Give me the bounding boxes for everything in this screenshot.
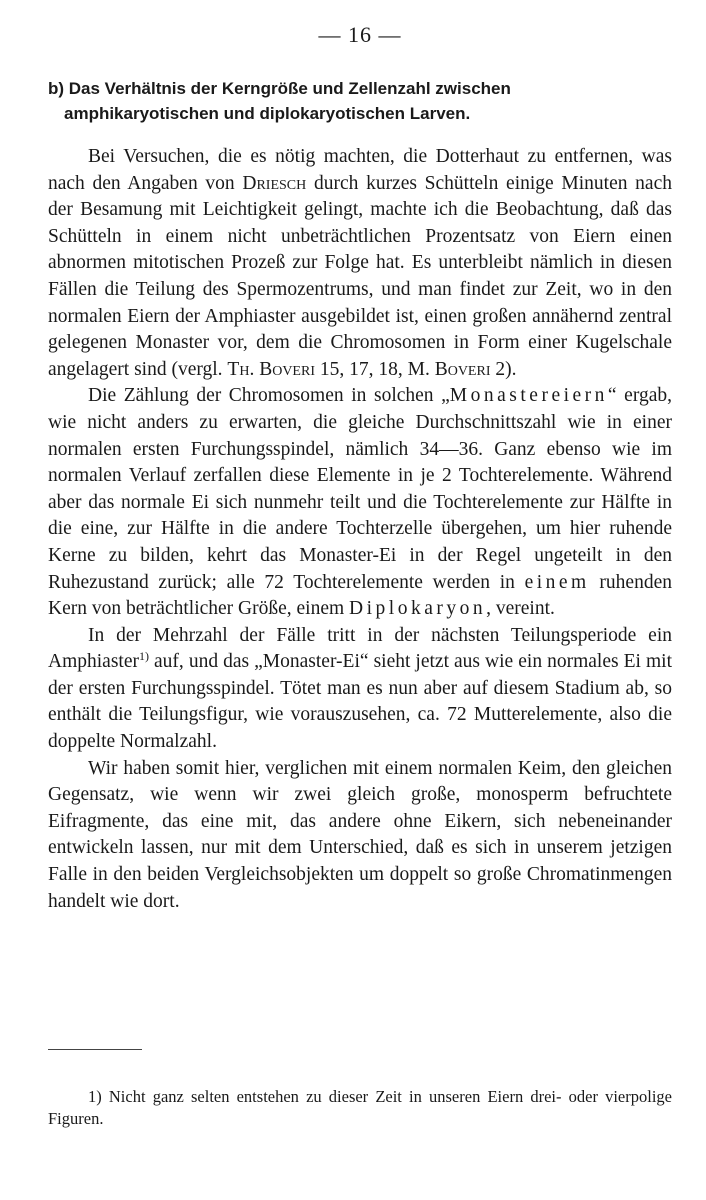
paragraph-1-text: 15, 17, 18, M. — [314, 358, 435, 380]
paragraph-3-text: auf, und das „Monaster-Ei“ sieht jetzt aus wie ein normales Ei mit der ersten Furchungsspindel. Tötet man es nun aber auf diesem Stadium ab, so enthält die Teilungsfigur, wie vorauszusehen, ca. 72 Mutterelemente, also die doppelte Normalzahl. — [48, 651, 672, 753]
paragraph-2 — [48, 383, 672, 622]
paragraph-3-text: In der Mehrzahl der Fälle tritt in der nächsten Teilungsperiode ein Amphiaster — [48, 624, 672, 673]
paragraph-1-text: 2). — [490, 358, 517, 380]
paragraph-2-text: Die Zählung der Chromosomen in solchen „ — [88, 385, 450, 407]
paragraph-4-text: Wir haben somit hier, verglichen mit einem normalen Keim, den gleichen Gegensatz, wie wenn wir zwei gleich große, monosperm befruchtete Eifragmente, das eine mit, das andere ohne Eikern, sich nebeneinander entwickeln lassen, nur mit dem Unterschied, daß es sich in unserem jetzigen Falle in den beiden Vergleichsobjekten um doppelt so große Chromatinmengen handelt wie dort. — [48, 757, 672, 912]
paragraph-1-text: Bei Versuchen, die es nötig machten, die Dotterhaut zu entfernen, was nach den Angaben von — [48, 146, 672, 194]
section-heading-line-1: b) Das Verhältnis der Kerngröße und Zellenzahl zwischen — [48, 79, 511, 98]
spaced-term-monastereiern: Monastereiern — [449, 385, 608, 407]
author-name-boveri: Boveri — [259, 358, 315, 380]
section-heading-line-2: amphikaryotischen und diplokaryotischen Larven. — [64, 104, 471, 123]
spaced-term-einem: einem — [524, 571, 590, 593]
paragraph-3 — [48, 623, 672, 756]
paragraph-2-text: “ ergab, wie nicht anders zu erwarten, die gleiche Durchschnittszahl wie in einer normalen ersten Furchungsspindel, nämlich 34—36. Ganz ebenso wie im normalen Verlauf zerfallen diese Elemente in je 2 Tochterelemente. Während aber das normale Ei sich nunmehr teilt und die Tochterelemente zur Hälfte in die eine, zur Hälfte in die andere Tochterzelle übergehen, um hier ruhende Kerne zu bilden, kehrt das Monaster-Ei in der Regel ungeteilt in den Ruhezustand zurück; alle 72 Tochterelemente werden in — [48, 385, 672, 593]
paragraph-1 — [48, 144, 672, 383]
author-name-driesch: Driesch — [242, 172, 307, 194]
author-name-boveri: Boveri — [434, 358, 491, 380]
section-heading — [48, 76, 672, 126]
paragraph-2-text: , vereint. — [486, 598, 555, 620]
author-initial-th: Th. — [227, 358, 255, 380]
spaced-term-diplokaryon: Diplokaryon — [349, 598, 487, 620]
paragraph-1-text: durch kurzes Schütteln einige Minuten nach der Besamung mit Leichtigkeit gelingt, machte ich die Beobachtung, daß das Schütteln in einem nicht unbeträchtlichen Prozentsatz von Eiern einen abnormen mitotischen Prozeß zur Folge hat. Es unterbleibt nämlich in diesen Fällen die Teilung des Spermozentrums, und man findet zur Zeit, wo in den normalen Eiern der Amphiaster ausgebildet ist, einen großen annähernd zentral gelegenen Monaster vor, dem die Chromosomen in Form einer Kugelschale angelagert sind (vergl. — [48, 172, 672, 380]
footnote-marker: 1) — [88, 1087, 102, 1106]
paragraph-2-text: ruhenden Kern von beträchtlicher Größe, einem — [48, 571, 672, 620]
body-text — [48, 144, 672, 915]
paragraph-4 — [48, 756, 672, 916]
footnote-text: Nicht ganz selten entstehen zu dieser Zeit in unseren Eiern drei- oder vierpolige Figuren. — [48, 1087, 672, 1128]
footnote — [48, 1086, 672, 1130]
footnote-divider — [48, 1049, 142, 1050]
footnote-reference: 1) — [138, 649, 149, 664]
page-number: — 16 — — [318, 22, 402, 47]
